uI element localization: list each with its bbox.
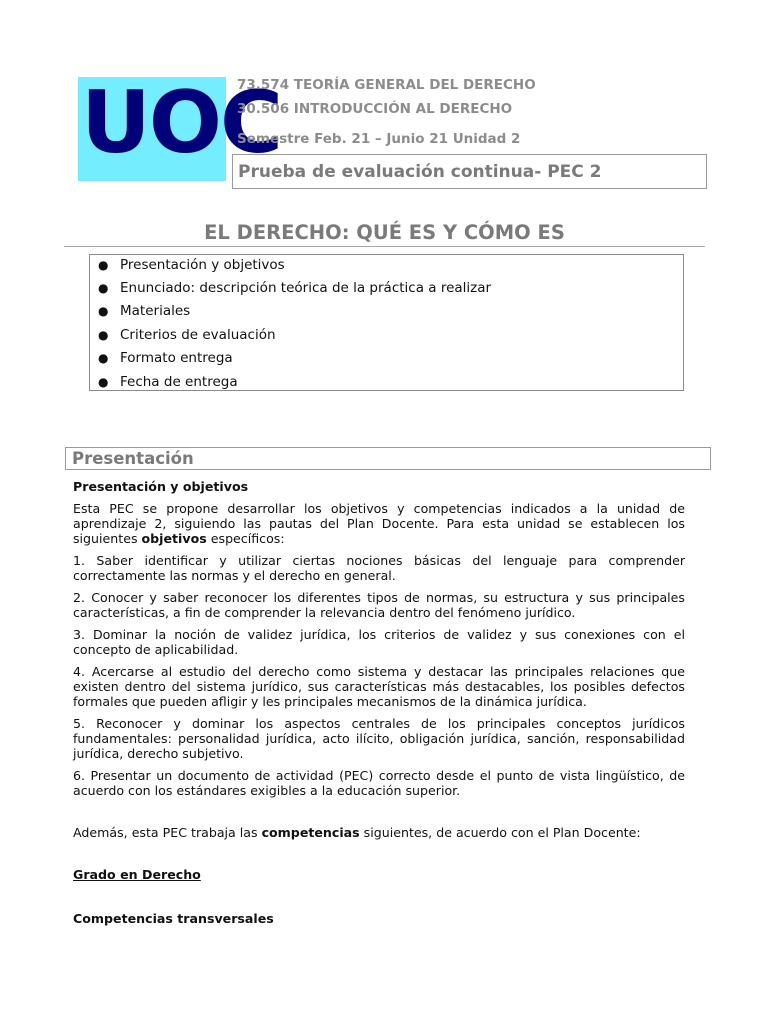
intro-bold: objetivos <box>141 531 207 546</box>
bullet-icon: ● <box>98 328 109 342</box>
bullet-icon: ● <box>98 258 109 272</box>
toc-item-label: Presentación y objetivos <box>120 257 285 273</box>
uoc-logo <box>78 73 282 181</box>
toc-item <box>98 303 190 319</box>
objective-item: 4. Acercarse al estudio del derecho como sistema y destacar las principales relaciones que existen dentro del sistema jurídico, sus características más destacables, los posibles defectos formales que pueden afligir y les principales mecanismos de la dinámica jurídica. <box>73 664 685 709</box>
objective-item: 5. Reconocer y dominar los aspectos centrales de los principales conceptos jurídicos fundamentales: personalidad jurídica, acto ilícito, obligación jurídica, sanción, responsabilidad jurídica, derecho subjetivo. <box>73 716 685 761</box>
section-header-box <box>65 447 711 470</box>
toc-item-label: Materiales <box>120 303 191 319</box>
objective-item: 3. Dominar la noción de validez jurídica, los criterios de validez y sus conexiones con el concepto de aplicabilidad. <box>73 627 685 657</box>
pec-title-box <box>232 154 707 189</box>
bullet-icon: ● <box>98 375 109 389</box>
toc-item-label: Fecha de entrega <box>120 374 238 390</box>
toc-item <box>98 327 276 343</box>
intro-text-end: específicos: <box>206 531 285 546</box>
competences-bold: competencias <box>261 825 360 840</box>
competences-text-end: siguientes, de acuerdo con el Plan Docente: <box>359 825 641 840</box>
pec-title: Prueba de evaluación continua- PEC 2 <box>238 162 602 182</box>
intro-text: Esta PEC se propone desarrollar los objetivos y competencias indicados a la unidad de aprendizaje 2, siguiendo las pautas del Plan Docente. Para esta unidad se establecen los siguientes <box>73 501 685 546</box>
title-divider <box>64 246 705 247</box>
logo-text: UOC <box>81 73 282 173</box>
section-content <box>73 479 685 926</box>
objective-item: 2. Conocer y saber reconocer los diferentes tipos de normas, su estructura y sus principales características, a fin de comprender la relevancia dentro del fenómeno jurídico. <box>73 590 685 620</box>
course-code-2: 30.506 INTRODUCCIÓN AL DERECHO <box>237 101 513 117</box>
intro-paragraph <box>73 501 685 546</box>
toc-item <box>98 280 491 296</box>
toc-item <box>98 350 233 366</box>
degree-heading: Grado en Derecho <box>73 867 201 882</box>
subsection-title: Presentación y objetivos <box>73 479 249 494</box>
objective-item: 1. Saber identificar y utilizar ciertas nociones básicas del lenguaje para comprender correctamente las normas y el derecho en general. <box>73 553 685 583</box>
toc-item-label: Enunciado: descripción teórica de la práctica a realizar <box>120 280 492 296</box>
bullet-icon: ● <box>98 304 109 318</box>
document-title: EL DERECHO: QUÉ ES Y CÓMO ES <box>204 221 565 244</box>
bullet-icon: ● <box>98 351 109 365</box>
toc-item <box>98 374 238 390</box>
bullet-icon: ● <box>98 281 109 295</box>
course-code-1: 73.574 TEORÍA GENERAL DEL DERECHO <box>237 77 536 93</box>
objective-item: 6. Presentar un documento de actividad (PEC) correcto desde el punto de vista lingüístico, de acuerdo con los estándares exigibles a la educación superior. <box>73 768 685 798</box>
toc-item-label: Formato entrega <box>120 350 233 366</box>
toc-item-label: Criterios de evaluación <box>120 327 276 343</box>
section-title: Presentación <box>72 449 194 468</box>
table-of-contents <box>89 254 684 391</box>
competences-text: Además, esta PEC trabaja las <box>73 825 262 840</box>
transversal-heading: Competencias transversales <box>73 911 274 926</box>
competences-paragraph <box>73 825 685 840</box>
semester-line: Semestre Feb. 21 – Junio 21 Unidad 2 <box>237 131 521 147</box>
toc-item <box>98 257 285 273</box>
